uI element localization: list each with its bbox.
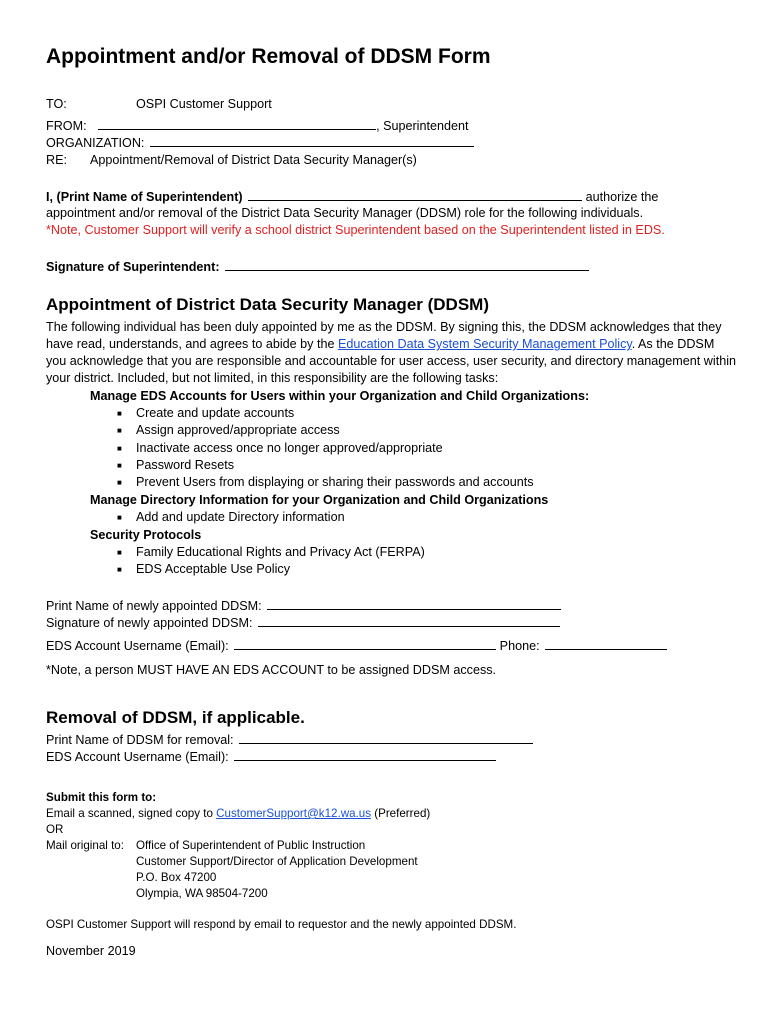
removal-heading: Removal of DDSM, if applicable. xyxy=(46,708,305,727)
superintendent-signature-label: Signature of Superintendent: xyxy=(46,260,220,274)
bullet-icon: ■ xyxy=(117,565,122,574)
re-label: RE: xyxy=(46,153,67,167)
submit-heading: Submit this form to: xyxy=(46,791,157,804)
form-date: November 2019 xyxy=(46,944,136,958)
address-line: Olympia, WA 98504-7200 xyxy=(136,887,268,900)
authorization-line2: appointment and/or removal of the District Data Security Manager (DDSM) role for the following individuals. xyxy=(46,206,644,220)
bullet-icon: ■ xyxy=(117,513,122,522)
re-value: Appointment/Removal of District Data Security Manager(s) xyxy=(90,153,417,167)
organization-row xyxy=(46,134,474,152)
removal-username-field[interactable] xyxy=(234,748,496,761)
appointment-text-a: The following individual has been duly appointed by me as the DDSM. By signing this, the DDSM acknowledges that they have read, understands, and agrees to abide by the xyxy=(46,320,722,351)
customer-support-email-link[interactable]: CustomerSupport@k12.wa.us xyxy=(216,807,371,820)
authorization-row xyxy=(46,188,658,206)
security-policy-link[interactable]: Education Data System Security Management Policy xyxy=(337,337,632,351)
bullet-icon: ■ xyxy=(117,548,122,557)
list-item: Password Resets xyxy=(136,458,234,472)
bullet-icon: ■ xyxy=(117,478,122,487)
submit-email-suffix: (Preferred) xyxy=(371,807,431,820)
list-item: Prevent Users from displaying or sharing their passwords and accounts xyxy=(136,475,534,489)
from-suffix: , Superintendent xyxy=(376,119,469,133)
phone-label: Phone: xyxy=(499,639,540,653)
appointment-text-b: . As the DDSM you acknowledge that you are responsible and accountable for user access, user security, and directory management within your district. Included, but not limited, in this responsibility are the following tasks: xyxy=(46,337,737,385)
bullet-icon: ■ xyxy=(117,461,122,470)
group-title: Manage Directory Information for your Organization and Child Organizations xyxy=(90,493,549,507)
removal-name-label: Print Name of DDSM for removal: xyxy=(46,733,234,747)
organization-label: ORGANIZATION: xyxy=(46,136,145,150)
removal-username-label: EDS Account Username (Email): xyxy=(46,750,229,764)
from-label: FROM: xyxy=(46,119,87,133)
appointment-heading: Appointment of District Data Security Manager (DDSM) xyxy=(46,295,489,314)
superintendent-name-label: I, (Print Name of Superintendent) xyxy=(46,190,243,204)
group-title: Security Protocols xyxy=(90,528,202,542)
ddsm-username-field[interactable] xyxy=(234,637,496,650)
ddsm-username-row xyxy=(46,637,667,655)
list-item: Assign approved/appropriate access xyxy=(136,423,340,437)
superintendent-signature-row xyxy=(46,258,589,276)
ddsm-print-name-row xyxy=(46,597,561,615)
bullet-icon: ■ xyxy=(117,409,122,418)
address-line: P.O. Box 47200 xyxy=(136,871,217,884)
to-value: OSPI Customer Support xyxy=(136,97,272,111)
list-item: EDS Acceptable Use Policy xyxy=(136,562,290,576)
ddsm-signature-row xyxy=(46,614,560,632)
removal-name-field[interactable] xyxy=(239,731,533,744)
ddsm-print-name-field[interactable] xyxy=(267,597,561,610)
list-item: Family Educational Rights and Privacy Act (FERPA) xyxy=(136,545,425,559)
removal-username-row xyxy=(46,748,496,766)
to-label: TO: xyxy=(46,97,67,111)
bullet-icon: ■ xyxy=(117,444,122,453)
ddsm-username-label: EDS Account Username (Email): xyxy=(46,639,229,653)
from-field[interactable] xyxy=(98,117,376,130)
list-item: Create and update accounts xyxy=(136,406,295,420)
removal-name-row xyxy=(46,731,533,749)
submit-email-prefix: Email a scanned, signed copy to xyxy=(46,807,217,820)
bullet-icon: ■ xyxy=(117,426,122,435)
list-item: Inactivate access once no longer approved/appropriate xyxy=(136,441,443,455)
address-line: Customer Support/Director of Application Development xyxy=(136,855,418,868)
group-title: Manage EDS Accounts for Users within your Organization and Child Organizations: xyxy=(90,389,590,403)
ddsm-print-name-label: Print Name of newly appointed DDSM: xyxy=(46,599,262,613)
appointment-paragraph xyxy=(46,319,736,387)
organization-field[interactable] xyxy=(150,134,474,147)
list-item: Add and update Directory information xyxy=(136,510,345,524)
ddsm-signature-label: Signature of newly appointed DDSM: xyxy=(46,616,253,630)
eds-account-note: *Note, a person MUST HAVE AN EDS ACCOUNT to be assigned DDSM access. xyxy=(46,663,497,677)
submit-or: OR xyxy=(46,823,64,836)
mail-label: Mail original to: xyxy=(46,839,124,852)
from-row xyxy=(46,117,469,135)
submit-email-row xyxy=(46,805,430,822)
superintendent-note: *Note, Customer Support will verify a school district Superintendent based on the Superintendent listed in EDS. xyxy=(46,223,665,237)
superintendent-name-field[interactable] xyxy=(248,188,582,201)
response-note: OSPI Customer Support will respond by email to requestor and the newly appointed DDSM. xyxy=(46,918,517,931)
authorize-text: authorize the xyxy=(585,190,659,204)
superintendent-signature-field[interactable] xyxy=(225,258,589,271)
address-line: Office of Superintendent of Public Instruction xyxy=(136,839,366,852)
page-title: Appointment and/or Removal of DDSM Form xyxy=(46,45,491,68)
ddsm-signature-field[interactable] xyxy=(258,614,560,627)
phone-field[interactable] xyxy=(545,637,667,650)
